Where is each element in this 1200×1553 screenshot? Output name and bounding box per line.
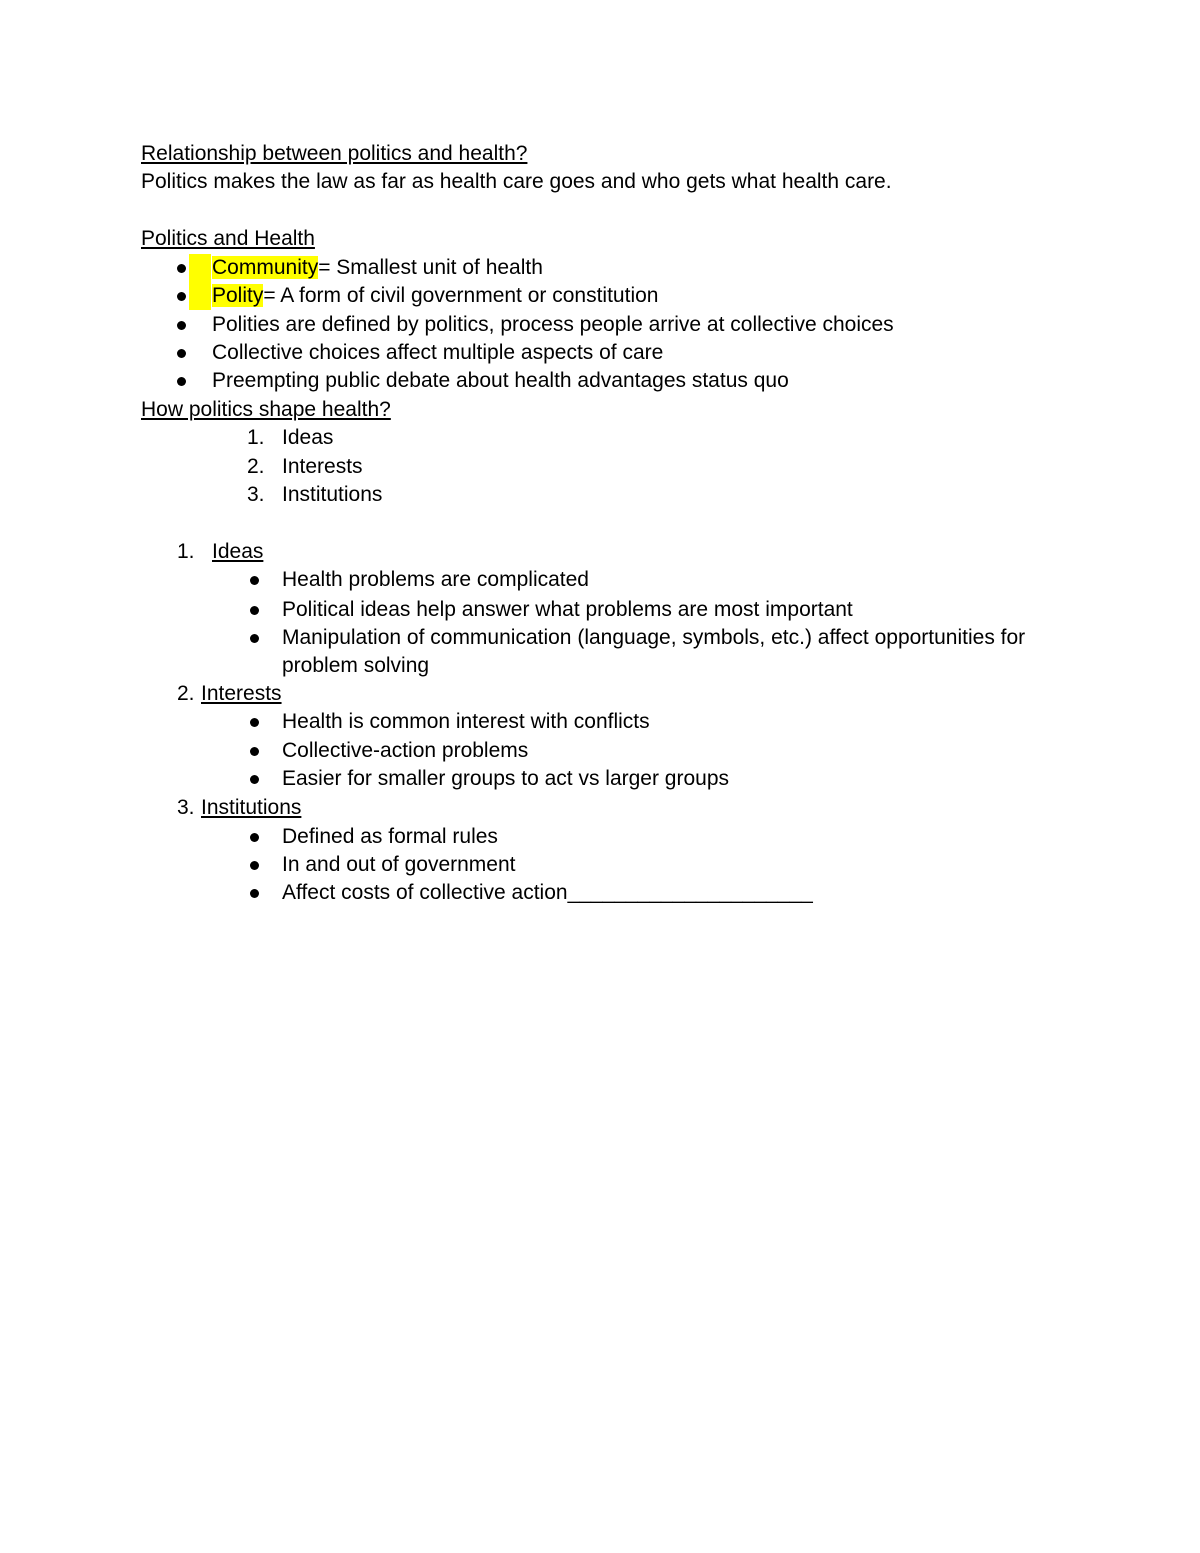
bullet-icon bbox=[177, 264, 186, 273]
list-number: 1. bbox=[247, 426, 265, 449]
bullet-icon bbox=[250, 576, 259, 585]
list-number: 2. bbox=[247, 455, 265, 478]
list-item: Health problems are complicated bbox=[282, 568, 589, 591]
bullet-icon bbox=[250, 606, 259, 615]
detail-title-ideas: Ideas bbox=[212, 540, 264, 563]
list-item: Manipulation of communication (language, symbols, etc.) affect opportunities for bbox=[282, 626, 1026, 649]
detail-title-institutions: Institutions bbox=[201, 796, 302, 819]
bullet-icon bbox=[250, 833, 259, 842]
list-item: Polities are defined by politics, process people arrive at collective choices bbox=[212, 313, 894, 336]
bullet-icon bbox=[250, 889, 259, 898]
bullet-icon bbox=[177, 321, 186, 330]
list-item: Preempting public debate about health advantages status quo bbox=[212, 369, 789, 392]
section-heading-relationship: Relationship between politics and health? bbox=[141, 142, 528, 165]
list-item: Health is common interest with conflicts bbox=[282, 710, 650, 733]
list-item-text: = Smallest unit of health bbox=[318, 256, 543, 279]
bullet-icon bbox=[250, 747, 259, 756]
list-item: Defined as formal rules bbox=[282, 825, 498, 848]
bullet-icon bbox=[177, 377, 186, 386]
section-heading-politics-health: Politics and Health bbox=[141, 227, 315, 250]
detail-number: 2. bbox=[177, 682, 195, 705]
highlighted-term: Polity bbox=[212, 284, 264, 307]
highlight-mark bbox=[189, 282, 211, 310]
list-item: Collective choices affect multiple aspects of care bbox=[212, 341, 664, 364]
list-item: Institutions bbox=[282, 483, 383, 506]
section-body-relationship: Politics makes the law as far as health care goes and who gets what health care. bbox=[141, 170, 892, 193]
highlighted-term: Community bbox=[212, 256, 319, 279]
list-item: Ideas bbox=[282, 426, 334, 449]
bullet-icon bbox=[250, 861, 259, 870]
bullet-icon bbox=[177, 349, 186, 358]
bullet-icon bbox=[250, 718, 259, 727]
list-item: Collective-action problems bbox=[282, 739, 529, 762]
bullet-icon bbox=[250, 775, 259, 784]
list-item-continuation: problem solving bbox=[282, 654, 430, 677]
detail-number: 3. bbox=[177, 796, 195, 819]
section-heading-how-politics: How politics shape health? bbox=[141, 398, 391, 421]
list-item bbox=[212, 254, 543, 282]
detail-title-interests: Interests bbox=[201, 682, 282, 705]
list-number: 3. bbox=[247, 483, 265, 506]
list-item: In and out of government bbox=[282, 853, 516, 876]
bullet-icon bbox=[177, 292, 186, 301]
bullet-icon bbox=[250, 634, 259, 643]
list-item: Interests bbox=[282, 455, 363, 478]
list-item bbox=[212, 282, 658, 310]
list-item-text: = A form of civil government or constitution bbox=[263, 284, 659, 307]
list-item: Political ideas help answer what problems are most important bbox=[282, 598, 853, 621]
list-item: Easier for smaller groups to act vs larger groups bbox=[282, 767, 730, 790]
highlight-mark bbox=[189, 254, 211, 282]
list-item: Affect costs of collective action_____________________ bbox=[282, 881, 813, 904]
detail-number: 1. bbox=[177, 540, 195, 563]
